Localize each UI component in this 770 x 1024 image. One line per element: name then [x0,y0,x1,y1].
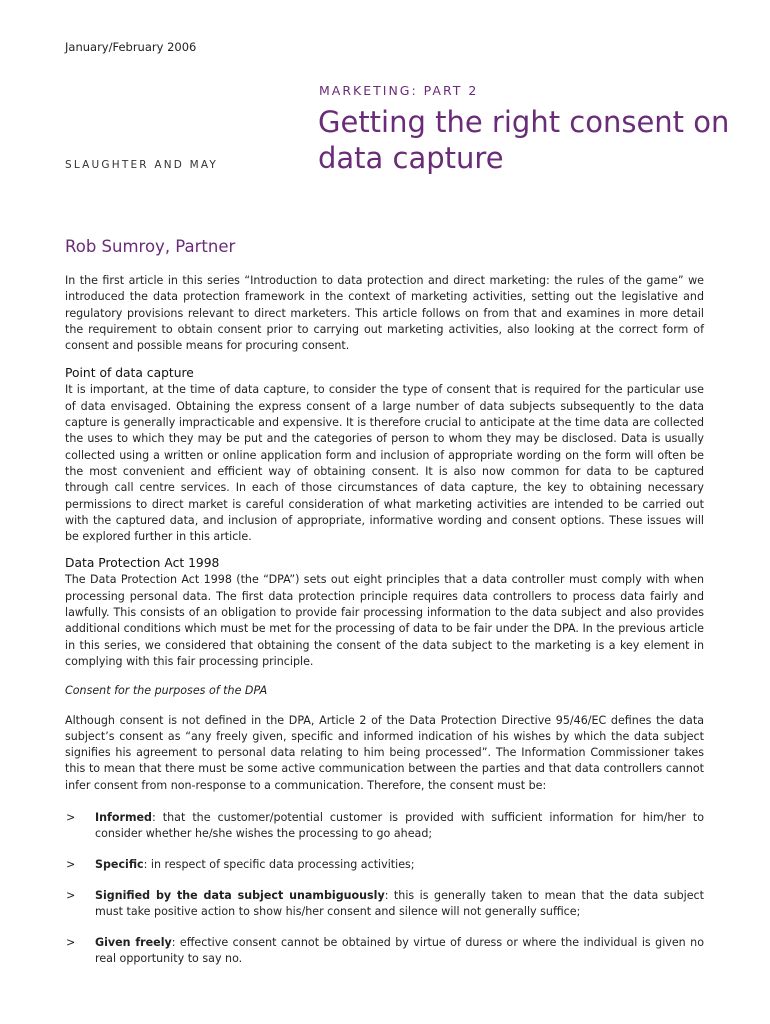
bullet-marker: > [66,936,76,949]
list-item [65,810,704,843]
bullet-marker: > [66,858,76,872]
bullet-text: : this is generally taken to mean that the data subject must take positive action to show his/her consent and silence will not generally suffice; [95,888,704,919]
bullet-marker: > [66,811,76,825]
article-body [65,273,704,982]
author-byline: Rob Sumroy, Partner [65,237,236,256]
article-title: Getting the right consent on data capture [318,105,730,175]
section-body-point-of-data-capture: It is important, at the time of data capture, to consider the type of consent that is required for the particular use of data envisaged. Obtaining the express consent of a large number of data subjects subsequently to the data capture is generally impracticable and expensive. It is therefore crucial to anticipate at the time data are collected the uses to which they may be put and the categories of person to whom they may be disclosed. Data is usually collected using a written or online application form and inclusion of appropriate wording on the form will often be the most convenient and efficient way of obtaining consent. It is also now common for data to be captured through call centre services. In each of those circumstances of data capture, the key to obtaining necessary permissions to direct market is careful consideration of what marketing activities are intended to be carried out with the captured data, and inclusion of appropriate, informative wording and consent options. These issues will be explored further in this article. [65,383,704,544]
bullet-text: : in respect of specific data processing activities; [143,858,415,872]
bullet-term: Signified by the data subject unambiguously [95,888,385,902]
publication-date: January/February 2006 [65,40,197,54]
consent-subheading: Consent for the purposes of the DPA [65,684,268,698]
bullet-term: Given freely [95,936,172,949]
bullet-term: Informed [95,811,152,825]
section-body-data-protection-act: The Data Protection Act 1998 (the “DPA”) sets out eight principles that a data controller must comply with when processing personal data. The first data protection principle requires data controllers to process data fairly and lawfully. This consists of an obligation to provide fair processing information to the data subject and also provides additional conditions which must be met for the processing of data to be fair under the DPA. In the previous article in this series, we considered that obtaining the consent of the data subject to the marketing is a key element in complying with this fair processing principle. [65,573,704,668]
intro-paragraph: In the first article in this series “Introduction to data protection and direct marketing: the rules of the game” we introduced the data protection framework in the context of marketing activities, setting out the legislative and regulatory provisions relevant to direct marketers. This article follows on from that and examines in more detail the requirement to obtain consent prior to carrying out marketing activities, also looking at the correct form of consent and possible means for procuring consent. [65,274,704,353]
bullet-text: : that the customer/potential customer is provided with sufficient information for him/her to consider whether he/she wishes the processing to go ahead; [95,811,704,841]
series-kicker: MARKETING: PART 2 [319,83,479,98]
consent-requirements-list [65,810,704,968]
section-heading-data-protection-act: Data Protection Act 1998 [65,556,220,571]
bullet-text: : effective consent cannot be obtained by virtue of duress or where the individual is given no real opportunity to say no. [95,936,704,966]
bullet-marker: > [66,888,76,902]
list-item [65,888,704,921]
consent-paragraph: Although consent is not defined in the DPA, Article 2 of the Data Protection Directive 95/46/EC defines the data subject’s consent as “any freely given, specific and informed indication of his wishes by which the data subject signifies his agreement to personal data relating to him being processed”. The Information Commissioner takes this to mean that there must be some active communication between the parties and that data controllers cannot infer consent from non-response to a communication. Therefore, the consent must be: [65,713,704,792]
bullet-term: Specific [95,858,144,872]
firm-name: SLAUGHTER AND MAY [65,159,219,171]
list-item [65,935,704,968]
list-item [65,857,704,873]
section-heading-point-of-data-capture: Point of data capture [65,366,194,381]
